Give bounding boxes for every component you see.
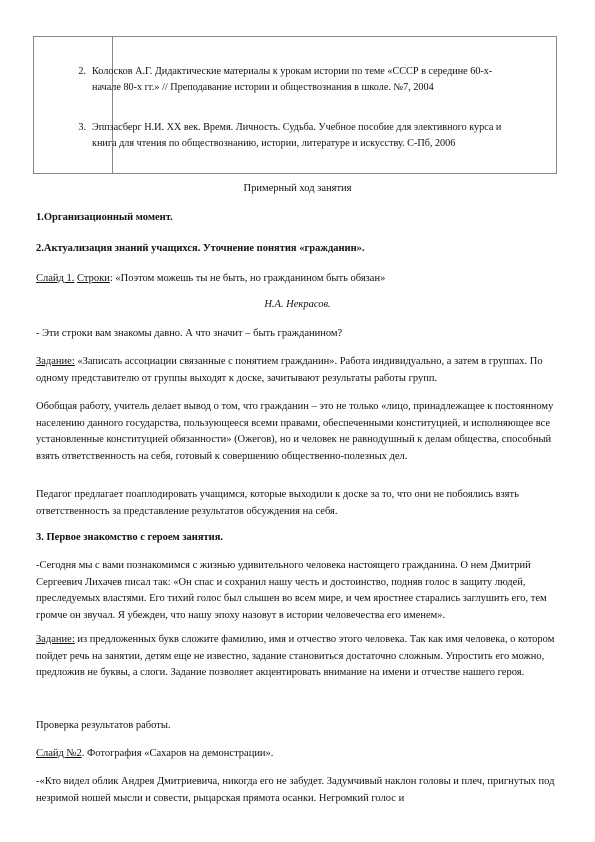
slide-2-label: Слайд №2: [36, 748, 82, 759]
section-1-heading: 1.Организационный момент.: [36, 212, 173, 223]
reference-number: 3.: [78, 122, 86, 133]
slide-1-strings-label: Строки: [77, 273, 110, 284]
reference-item-3: [78, 120, 522, 152]
task-2-text: из предложенных букв сложите фамилию, имя и отчество этого человека. Так как имя человека, о котором пойдет речь на занятии, детям еще не известно, задание становиться достаточно сложным. Упростить его можно, предложив не буквы, а слоги. Задание позволяет акцентировать внимание на имени и отчестве нашего героя.: [36, 634, 555, 679]
intro-paragraph: -Сегодня мы с вами познакомимся с жизнью удивительного человека настоящего гражданина. О нем Дмитрий Сергеевич Лихачев писал так: «Он спас и сохранил нашу честь и достоинство, подняв голос в защиту людей, преследуемых властями. Его тихий голос был слышен во всем мире, и чем яростнее старались заглушить его, тем громче он звучал. Я убежден, что нашу эпоху назовут в истории человечества его именем».: [36, 560, 547, 621]
reference-item-2: [78, 64, 522, 96]
task-2-label: Задание:: [36, 634, 75, 645]
summary-paragraph: Обобщая работу, учитель делает вывод о том, что гражданин – это не только «лицо, принадлежащее к постоянному населению данного государства, пользующееся всеми правами, обеспеченными конституцией, и исполняющее все установленные конституцией обязанности» (Ожегов), но и человек не равнодушный к делам общества, способный взять ответственность на себя, готовый к совершению общественно-полезных дел.: [36, 401, 554, 462]
poem-author: Н.А. Некрасов.: [264, 299, 331, 310]
quote-paragraph: -«Кто видел облик Андрея Дмитриевича, никогда его не забудет. Задумчивый наклон головы и плеч, пригнутых под незримой ношей мысли и совести, рыцарская прямота осанки. Негромкий голос и: [36, 776, 555, 804]
references-table: [33, 36, 557, 174]
slide-2-text: . Фотография «Сахаров на демонстрации».: [81, 748, 274, 759]
table-column-divider: [112, 37, 113, 173]
reference-text: Эппзасберг Н.И. ХХ век. Время. Личность. Судьба. Учебное пособие для элективного курса и книга для чтения по обществознанию, истории, литературе и искусству. С-Пб, 2006: [92, 122, 502, 149]
task-2-paragraph: [36, 632, 559, 682]
task-1-text: «Записать ассоциации связанные с понятием гражданин». Работа индивидуально, а затем в группах. По одному представителю от группы выходят к доске, зачитывают результаты работы групп.: [36, 356, 543, 384]
task-1-paragraph: [36, 354, 559, 387]
slide-1-label: Слайд 1.: [36, 273, 75, 284]
slide-1-text: : «Поэтом можешь ты не быть, но гражданином быть обязан»: [109, 273, 386, 284]
teacher-paragraph: Педагог предлагает поаплодировать учащимся, которые выходили к доске за то, что они не побоялись взять ответственность за представление результатов обсуждения на себя.: [36, 489, 519, 517]
section-2-heading: 2.Актуализация знаний учащихся. Уточнение понятия «гражданин».: [36, 243, 365, 254]
reference-text: Колосков А.Г. Дидактические материалы к урокам истории по теме «СССР в середине 60-х- начале 80-х гг.» // Преподавание истории и обществознания в школе. №7, 2004: [92, 66, 493, 93]
section-3-heading: 3. Первое знакомство с героем занятия.: [36, 532, 224, 543]
check-paragraph: Проверка результатов работы.: [36, 720, 171, 731]
task-1-label: Задание:: [36, 356, 75, 367]
slide-1-paragraph: [36, 271, 559, 288]
lesson-heading: Примерный ход занятия: [243, 183, 352, 194]
reference-number: 2.: [78, 66, 86, 77]
slide-2-paragraph: [36, 746, 559, 763]
question-paragraph: - Эти строки вам знакомы давно. А что значит – быть гражданином?: [36, 328, 343, 339]
